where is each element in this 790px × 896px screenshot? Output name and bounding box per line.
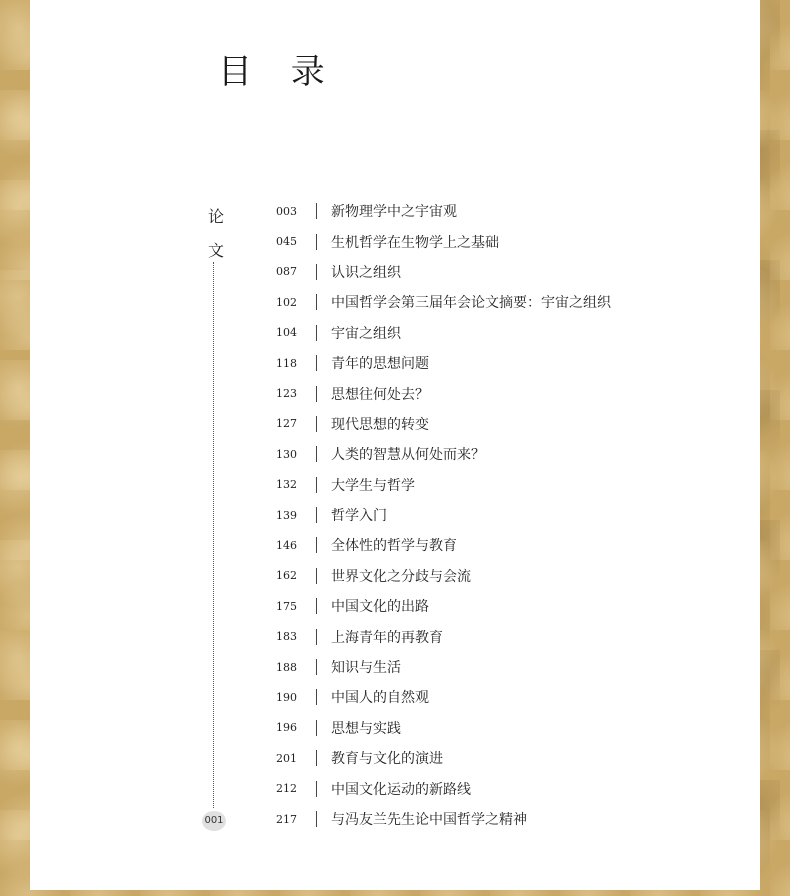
toc-title: 生机哲学在生物学上之基础 xyxy=(331,234,499,251)
toc-entry[interactable] xyxy=(270,743,611,773)
toc-separator xyxy=(316,750,317,766)
toc-page-number: 045 xyxy=(276,235,297,249)
toc-entry[interactable] xyxy=(270,318,611,348)
toc-title: 青年的思想问题 xyxy=(331,356,429,373)
toc-title: 与冯友兰先生论中国哲学之精神 xyxy=(331,812,527,828)
toc-entry[interactable] xyxy=(270,500,611,530)
toc-entry[interactable] xyxy=(270,591,611,621)
toc-entry[interactable] xyxy=(270,773,611,803)
toc-separator xyxy=(316,659,317,675)
page-number: 001 xyxy=(202,811,226,831)
toc-page-number: 003 xyxy=(276,204,297,218)
toc-page-number: 183 xyxy=(276,630,297,644)
toc-entry[interactable] xyxy=(270,470,611,500)
toc-page-number: 190 xyxy=(276,690,297,704)
toc-entry[interactable] xyxy=(270,621,611,651)
toc-separator xyxy=(316,386,317,402)
toc-page-number: 162 xyxy=(276,569,297,583)
table-of-contents xyxy=(270,196,611,834)
toc-separator xyxy=(316,811,317,827)
toc-separator xyxy=(316,629,317,645)
toc-title: 思想与实践 xyxy=(331,720,401,737)
toc-entry[interactable] xyxy=(270,348,611,378)
toc-separator xyxy=(316,477,317,493)
toc-title: 知识与生活 xyxy=(331,660,401,677)
toc-entry[interactable] xyxy=(270,652,611,682)
toc-entry[interactable] xyxy=(270,196,611,226)
toc-page-number: 132 xyxy=(276,478,297,492)
toc-title: 中国人的自然观 xyxy=(331,690,429,707)
toc-title: 人类的智慧从何处而来？ xyxy=(331,447,485,464)
toc-page-number: 102 xyxy=(276,295,297,309)
toc-title: 认识之组织 xyxy=(331,264,401,281)
toc-separator xyxy=(316,294,317,310)
toc-page-number: 212 xyxy=(276,782,297,796)
section-label-char: 论 xyxy=(207,207,224,226)
section-label xyxy=(206,200,226,268)
toc-title: 宇宙之组织 xyxy=(331,325,401,342)
toc-title: 教育与文化的演进 xyxy=(331,751,443,768)
toc-title: 全体性的哲学与教育 xyxy=(331,538,457,555)
toc-title: 中国文化运动的新路线 xyxy=(331,781,471,798)
toc-separator xyxy=(316,568,317,584)
toc-page-number: 188 xyxy=(276,660,297,674)
section-divider-line xyxy=(213,262,214,808)
toc-page-number: 175 xyxy=(276,599,297,613)
toc-separator xyxy=(316,416,317,432)
toc-entry[interactable] xyxy=(270,226,611,256)
toc-separator xyxy=(316,537,317,553)
toc-entry[interactable] xyxy=(270,409,611,439)
toc-separator xyxy=(316,598,317,614)
toc-entry[interactable] xyxy=(270,804,611,834)
toc-title: 现代思想的转变 xyxy=(331,416,429,433)
toc-separator xyxy=(316,203,317,219)
toc-entry[interactable] xyxy=(270,561,611,591)
toc-page-number: 123 xyxy=(276,387,297,401)
toc-page-number: 146 xyxy=(276,538,297,552)
toc-page-number: 087 xyxy=(276,265,297,279)
toc-page-number: 201 xyxy=(276,751,297,765)
toc-separator xyxy=(316,234,317,250)
toc-title: 中国文化的出路 xyxy=(331,599,429,616)
section-label-char: 文 xyxy=(207,241,224,260)
toc-page-number: 118 xyxy=(276,356,297,370)
toc-title: 哲学入门 xyxy=(331,508,387,525)
page-title: 目 录 xyxy=(218,52,339,92)
toc-entry[interactable] xyxy=(270,378,611,408)
toc-title: 思想往何处去？ xyxy=(331,386,429,403)
toc-page-number: 127 xyxy=(276,417,297,431)
toc-entry[interactable] xyxy=(270,713,611,743)
toc-entry[interactable] xyxy=(270,682,611,712)
toc-entry[interactable] xyxy=(270,439,611,469)
toc-title: 大学生与哲学 xyxy=(331,477,415,494)
toc-separator xyxy=(316,264,317,280)
toc-separator xyxy=(316,689,317,705)
toc-title: 新物理学中之宇宙观 xyxy=(331,204,457,221)
toc-title: 上海青年的再教育 xyxy=(331,629,443,646)
toc-page-number: 196 xyxy=(276,721,297,735)
toc-separator xyxy=(316,720,317,736)
toc-entry[interactable] xyxy=(270,530,611,560)
toc-title: 世界文化之分歧与会流 xyxy=(331,568,471,585)
toc-entry[interactable] xyxy=(270,287,611,317)
toc-title: 中国哲学会第三届年会论文摘要：宇宙之组织 xyxy=(331,295,611,312)
toc-entry[interactable] xyxy=(270,257,611,287)
toc-page-number: 104 xyxy=(276,326,297,340)
toc-separator xyxy=(316,507,317,523)
toc-separator xyxy=(316,446,317,462)
toc-separator xyxy=(316,325,317,341)
book-page xyxy=(30,0,760,890)
toc-page-number: 139 xyxy=(276,508,297,522)
toc-separator xyxy=(316,781,317,797)
toc-page-number: 130 xyxy=(276,447,297,461)
toc-separator xyxy=(316,355,317,371)
toc-page-number: 217 xyxy=(276,812,297,826)
